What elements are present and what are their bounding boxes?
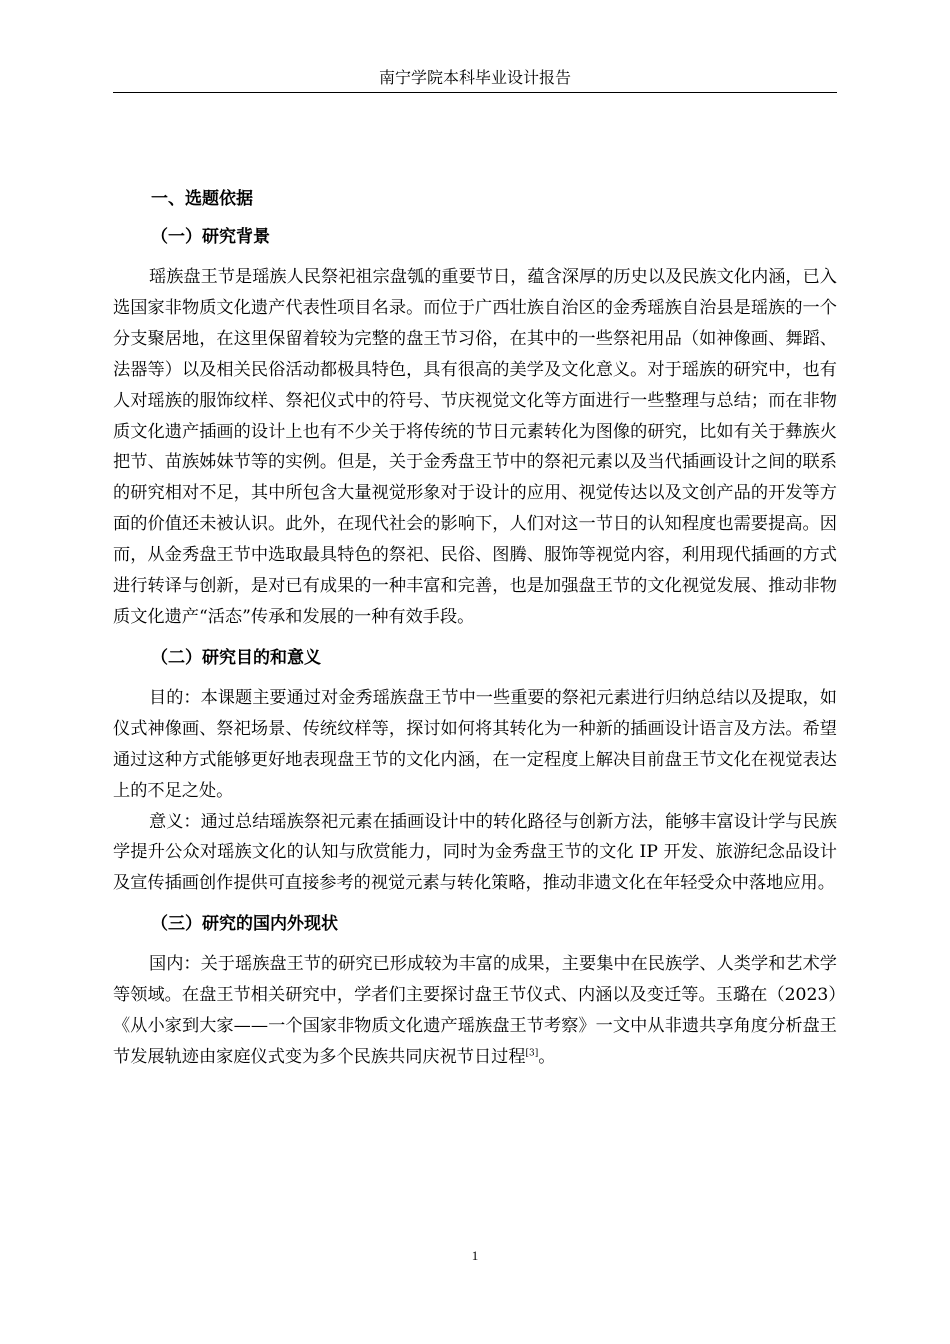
significance-paragraph: 意义：通过总结瑶族祭祀元素在插画设计中的转化路径与创新方法，能够丰富设计学与民族学提升公众对瑶族文化的认知与欣赏能力，同时为金秀盘王节的文化 IP 开发、旅游纪念品设计及宣传插画创作提供可直接参考的视觉元素与转化策略，推动非遗文化在年轻受众中落地应用。 — [113, 811, 837, 894]
header-title: 南宁学院本科毕业设计报告 — [378, 68, 571, 87]
citation-ref[interactable]: [3] — [525, 1048, 539, 1059]
document-body — [113, 186, 837, 1073]
domestic-status-paragraph — [113, 949, 837, 1073]
subsection-title-3: （三）研究的国内外现状 — [151, 914, 338, 935]
page-header — [113, 64, 837, 93]
section-title-1: 一、选题依据 — [151, 189, 253, 209]
paragraph-end: 。 — [538, 1046, 556, 1067]
domestic-status-text: 国内：关于瑶族盘王节的研究已形成较为丰富的成果，主要集中在民族学、人类学和艺术学等领域。在盘王节相关研究中，学者们主要探讨盘王节仪式、内涵以及变迁等。玉璐在（2023）《从小家到大家——一个国家非物质文化遗产瑶族盘王节考察》一文中从非遗共享角度分析盘王节发展轨迹由家庭仪式变为多个民族共同庆祝节日过程 — [113, 954, 837, 1067]
purpose-paragraph: 目的：本课题主要通过对金秀瑶族盘王节中一些重要的祭祀元素进行归纳总结以及提取，如仪式神像画、祭祀场景、传统纹样等，探讨如何将其转化为一种新的插画设计语言及方法。希望通过这种方式能够更好地表现盘王节的文化内涵，在一定程度上解决目前盘王节文化在视觉表达上的不足之处。 — [113, 687, 837, 801]
subsection-title-1: （一）研究背景 — [151, 227, 270, 247]
subsection-title-2: （二）研究目的和意义 — [151, 647, 321, 668]
research-background-paragraph: 瑶族盘王节是瑶族人民祭祀祖宗盘瓠的重要节日，蕴含深厚的历史以及民族文化内涵，已入选国家非物质文化遗产代表性项目名录。而位于广西壮族自治区的金秀瑶族自治县是瑶族的一个分支聚居地，在这里保留着较为完整的盘王节习俗，在其中的一些祭祀用品（如神像画、舞蹈、法器等）以及相关民俗活动都极具特色，具有很高的美学及文化意义。对于瑶族的研究中，也有人对瑶族的服饰纹样、祭祀仪式中的符号、节庆视觉文化等方面进行一些整理与总结；而在非物质文化遗产插画的设计上也有不少关于将传统的节日元素转化为图像的研究，比如有关于彝族火把节、苗族姊妹节等的实例。但是，关于金秀盘王节中的祭祀元素以及当代插画设计之间的联系的研究相对不足，其中所包含大量视觉形象对于设计的应用、视觉传达以及文创产品的开发等方面的价值还未被认识。此外，在现代社会的影响下，人们对这一节日的认知程度也需要提高。因而，从金秀盘王节中选取最具特色的祭祀、民俗、图腾、服饰等视觉内容，利用现代插画的方式进行转译与创新，是对已有成果的一种丰富和完善，也是加强盘王节的文化视觉发展、推动非物质文化遗产“活态”传承和发展的一种有效手段。 — [113, 267, 837, 627]
page-number: 1 — [471, 1248, 479, 1263]
